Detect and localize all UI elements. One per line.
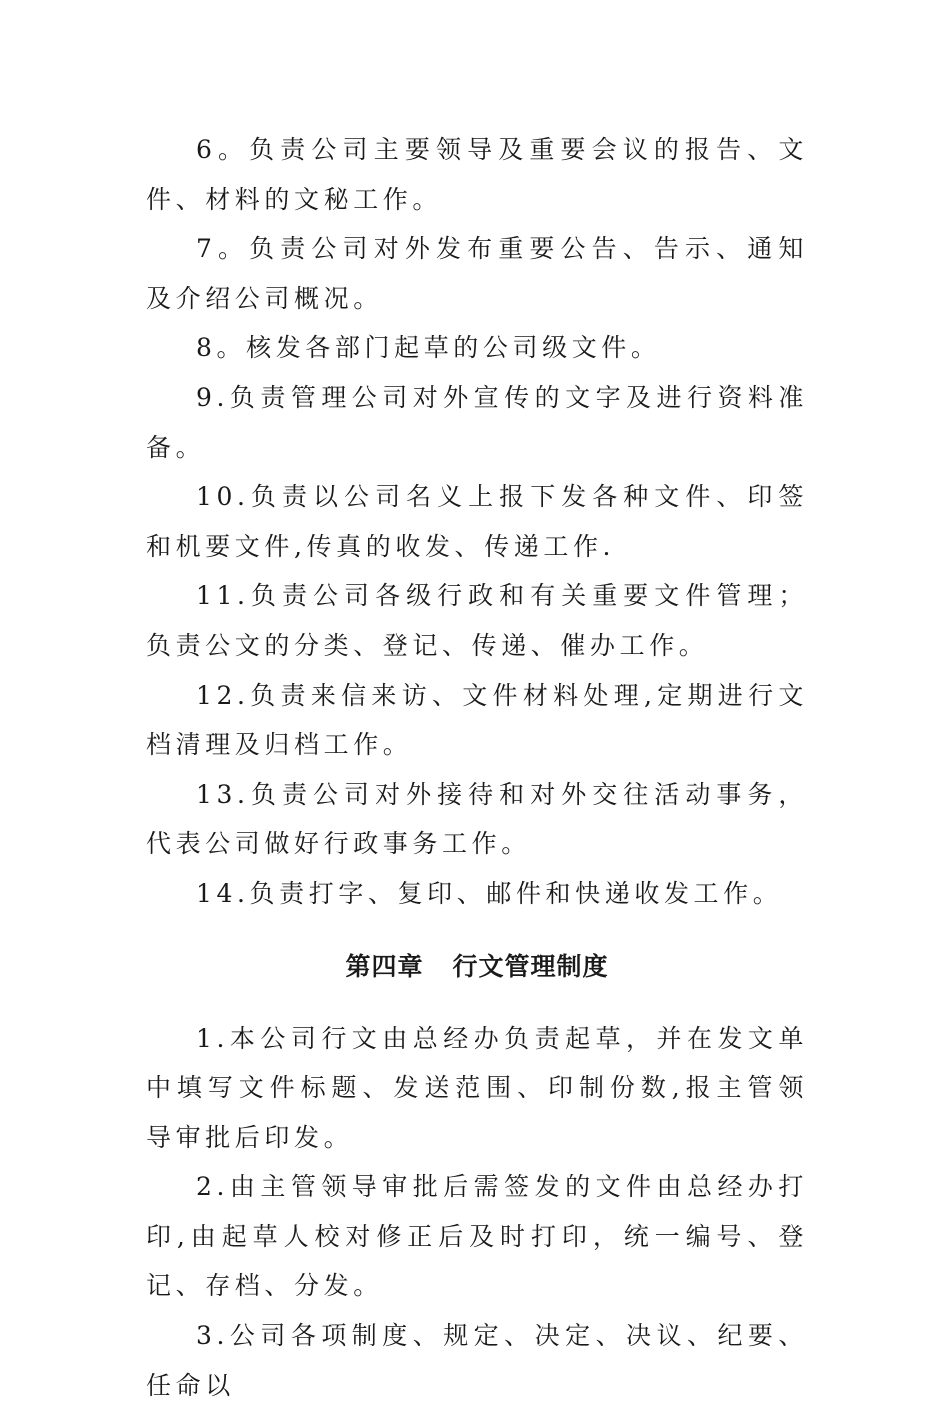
list-item: 3.公司各项制度、规定、决定、决议、纪要、任命以 [146,1321,808,1400]
list-item: 12.负责来信来访、文件材料处理,定期进行文档清理及归档工作。 [146,680,808,760]
list-item: 9.负责管理公司对外宣传的文字及进行资料准备。 [146,382,808,462]
list-item: 7。负责公司对外发布重要公告、告示、通知及介绍公司概况。 [146,234,808,313]
list-item: 1.本公司行文由总经办负责起草，并在发文单中填写文件标题、发送范围、印制份数,报主管领导审批后印发。 [146,1023,808,1152]
document-page [146,125,808,1410]
chapter-heading: 第四章 行文管理制度 [345,951,609,981]
list-item: 2.由主管领导审批后需签发的文件由总经办打印,由起草人校对修正后及时打印，统一编号、登记、存档、分发。 [146,1172,808,1301]
list-item: 8。核发各部门起草的公司级文件。 [196,333,661,363]
list-item: 13.负责公司对外接待和对外交往活动事务，代表公司做好行政事务工作。 [146,779,808,859]
list-item: 10.负责以公司名义上报下发各种文件、印签和机要文件,传真的收发、传递工作. [146,482,808,561]
list-item: 11.负责公司各级行政和有关重要文件管理；负责公文的分类、登记、传递、催办工作。 [146,581,808,660]
list-item: 14.负责打字、复印、邮件和快递收发工作。 [196,878,783,908]
list-item: 6。负责公司主要领导及重要会议的报告、文件、材料的文秘工作。 [146,135,808,214]
